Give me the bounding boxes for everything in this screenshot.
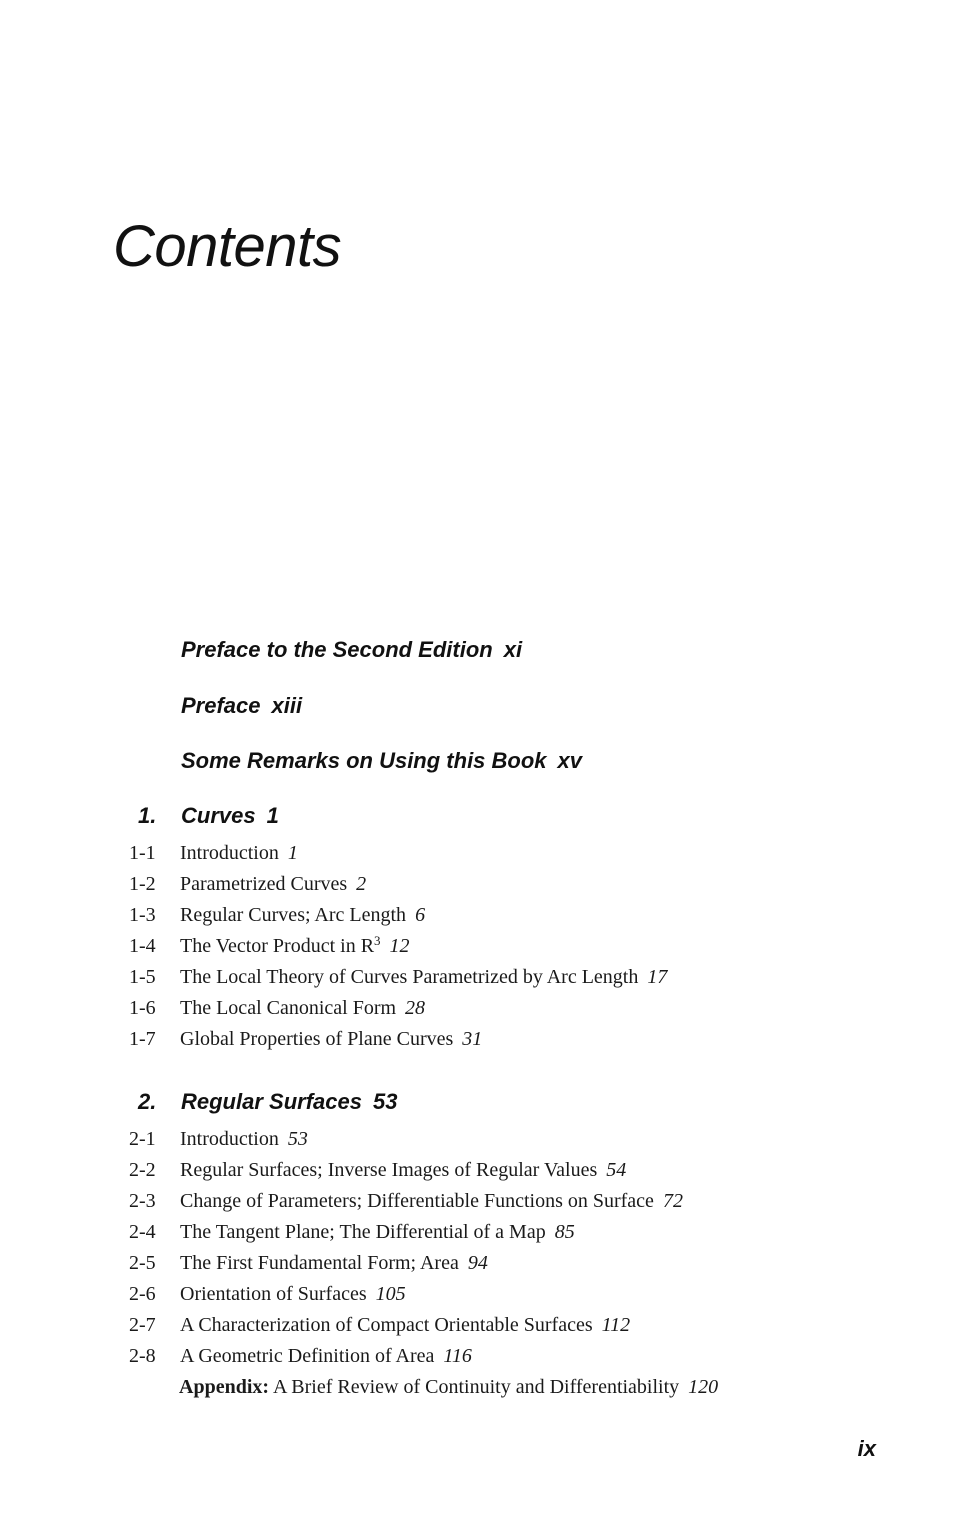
section-title: The Local Theory of Curves Parametrized by Arc Length (180, 966, 639, 988)
toc-appendix[interactable] (179, 1377, 718, 1397)
section-title: Parametrized Curves (180, 873, 348, 895)
section-number: 2-3 (129, 1190, 156, 1212)
section-page: 72 (662, 1190, 683, 1212)
page-title: Contents (113, 214, 342, 279)
section-superscript: 3 (374, 933, 381, 948)
section-title: A Characterization of Compact Orientable Surfaces (180, 1314, 593, 1336)
appendix-label: Appendix: (179, 1376, 270, 1398)
section-title: Introduction (180, 842, 279, 864)
section-number: 1-7 (129, 1028, 156, 1050)
section-title: The First Fundamental Form; Area (180, 1252, 459, 1274)
section-number: 2-6 (129, 1283, 156, 1305)
section-number: 2-2 (129, 1159, 156, 1181)
section-number: 1-6 (129, 997, 156, 1019)
chapter-number: 2. (138, 1089, 157, 1114)
section-number: 2-1 (129, 1128, 156, 1150)
section-number: 2-4 (129, 1221, 156, 1243)
section-page: 6 (415, 904, 426, 926)
chapter-title: Regular Surfaces (181, 1089, 362, 1114)
section-page: 54 (606, 1159, 627, 1181)
section-title: Orientation of Surfaces (180, 1283, 367, 1305)
appendix-page: 120 (688, 1376, 719, 1398)
section-number: 1-5 (129, 966, 156, 988)
chapter-page: 1 (266, 803, 279, 828)
section-page: 1 (287, 842, 298, 864)
toc-entry-preface[interactable] (181, 695, 302, 717)
entry-page: xi (503, 637, 523, 662)
entry-title: Some Remarks on Using this Book (181, 748, 547, 773)
section-page: 31 (462, 1028, 483, 1050)
page-number: ix (857, 1436, 876, 1461)
entry-page: xv (557, 748, 583, 773)
section-number: 1-4 (129, 935, 156, 957)
section-number: 2-8 (129, 1345, 156, 1367)
entry-title: Preface to the Second Edition (181, 637, 493, 662)
section-page: 112 (601, 1314, 631, 1336)
section-title: The Local Canonical Form (180, 997, 397, 1019)
section-title: The Vector Product in R (180, 935, 375, 957)
section-title: Introduction (180, 1128, 279, 1150)
section-title: Global Properties of Plane Curves (180, 1028, 454, 1050)
section-number: 1-2 (129, 873, 156, 895)
chapter-number: 1. (138, 803, 157, 828)
section-page: 12 (389, 935, 410, 957)
section-number: 2-5 (129, 1252, 156, 1274)
section-page: 94 (467, 1252, 488, 1274)
chapter-title: Curves (181, 803, 256, 828)
chapter-page: 53 (372, 1089, 398, 1114)
section-page: 116 (443, 1345, 472, 1367)
section-title: Regular Curves; Arc Length (180, 904, 407, 926)
section-page: 2 (356, 873, 367, 895)
section-number: 2-7 (129, 1314, 156, 1336)
section-page: 53 (287, 1128, 308, 1150)
entry-page: xiii (271, 693, 303, 718)
toc-entry-preface-second-edition[interactable] (181, 639, 522, 661)
toc-entry-remarks[interactable] (181, 750, 582, 772)
section-number: 1-1 (129, 842, 156, 864)
section-page: 85 (554, 1221, 575, 1243)
entry-title: Preface (181, 693, 261, 718)
section-page: 17 (647, 966, 668, 988)
section-title: Change of Parameters; Differentiable Functions on Surface (180, 1190, 654, 1212)
section-title: The Tangent Plane; The Differential of a Map (180, 1221, 546, 1243)
section-title: A Geometric Definition of Area (180, 1345, 435, 1367)
section-page: 28 (405, 997, 426, 1019)
appendix-title: A Brief Review of Continuity and Differentiability (272, 1376, 680, 1398)
section-number: 1-3 (129, 904, 156, 926)
section-title: Regular Surfaces; Inverse Images of Regular Values (180, 1159, 598, 1181)
section-page: 105 (375, 1283, 406, 1305)
